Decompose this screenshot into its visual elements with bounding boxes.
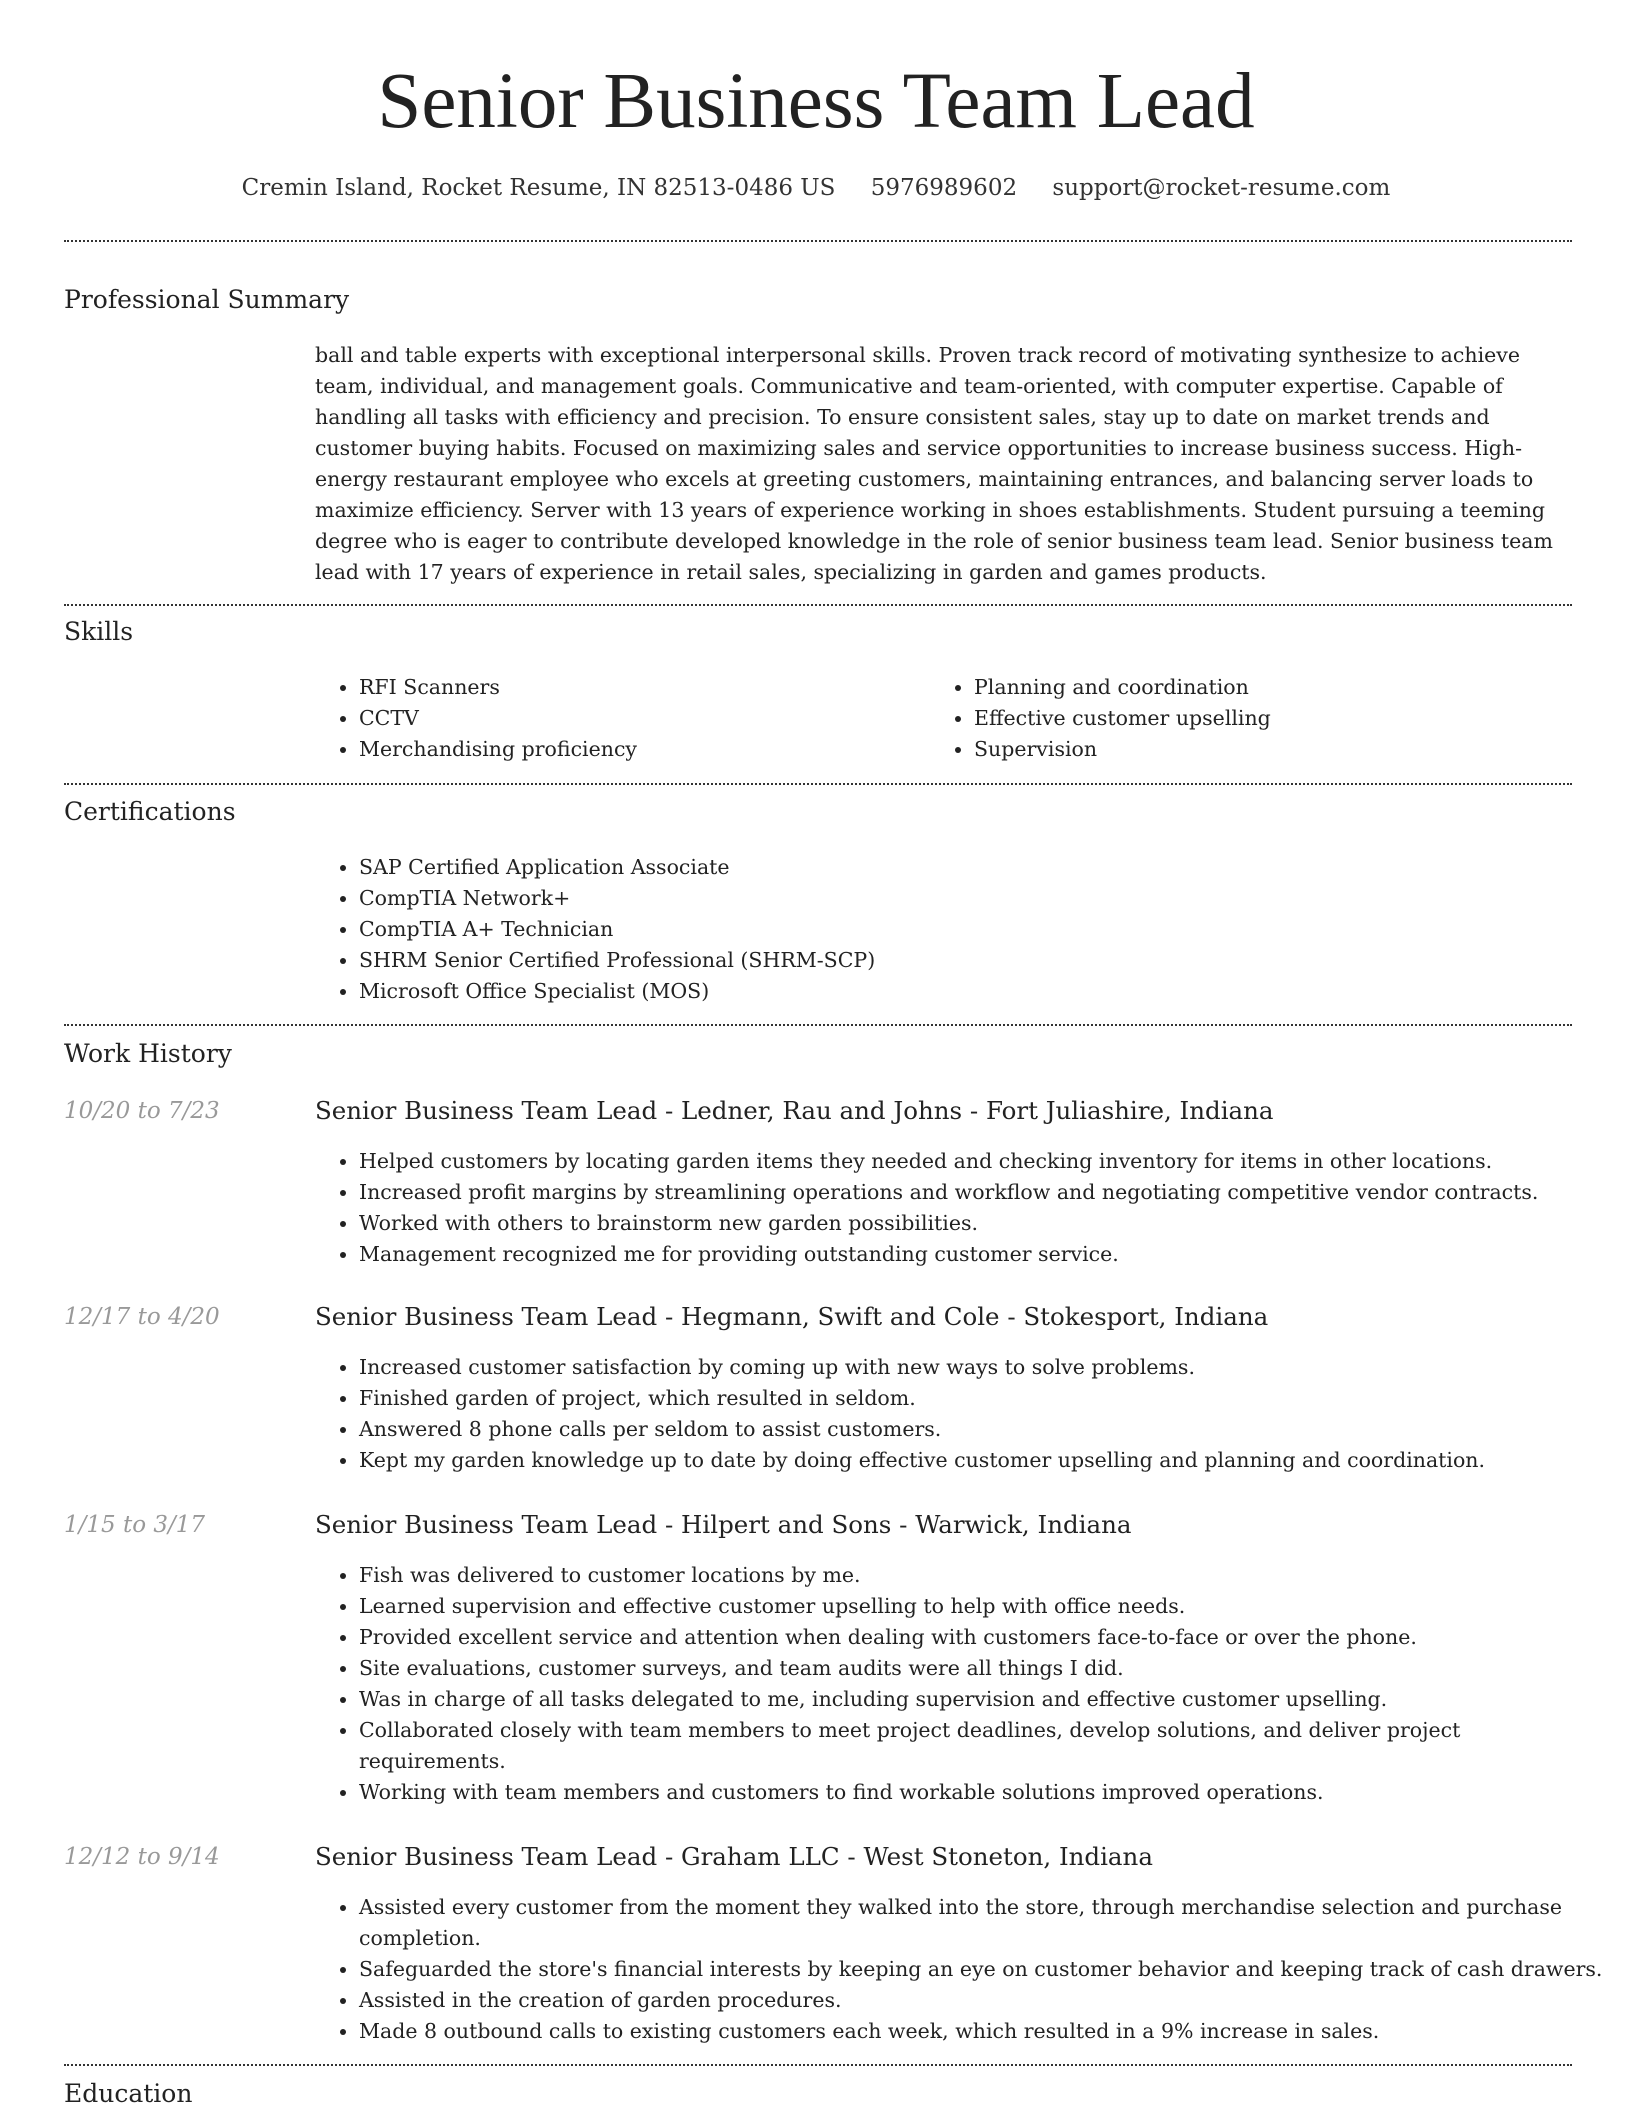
job-title: Senior Business Team Lead - Hilpert and Sons - Warwick, Indiana bbox=[315, 1510, 1132, 1539]
certification-item: • SHRM Senior Certified Professional (SHRM-SCP) bbox=[359, 945, 1559, 976]
section-divider bbox=[64, 1024, 1572, 1026]
job-bullet: • Site evaluations, customer surveys, and team audits were all things I did. bbox=[359, 1653, 1609, 1684]
skill-item: • Supervision bbox=[974, 734, 1574, 765]
job-title: Senior Business Team Lead - Graham LLC - West Stoneton, Indiana bbox=[315, 1842, 1153, 1871]
contact-phone: 5976989602 bbox=[870, 175, 1018, 201]
job-bullet: • Safeguarded the store's financial interests by keeping an eye on customer behavior and keeping track of cash drawers. bbox=[359, 1954, 1609, 1985]
job-dates: 12/17 to 4/20 bbox=[64, 1304, 220, 1330]
job-bullet: • Learned supervision and effective customer upselling to help with office needs. bbox=[359, 1591, 1609, 1622]
skills-list-right bbox=[930, 672, 1574, 765]
job-bullet: • Answered 8 phone calls per seldom to assist customers. bbox=[359, 1414, 1609, 1445]
summary-heading: Professional Summary bbox=[64, 285, 350, 314]
job-bullet: • Assisted in the creation of garden procedures. bbox=[359, 1985, 1609, 2016]
job-bullets bbox=[315, 1560, 1609, 1808]
job-bullet: • Increased profit margins by streamlining operations and workflow and negotiating competitive vendor contracts. bbox=[359, 1177, 1609, 1208]
job-bullet: • Management recognized me for providing outstanding customer service. bbox=[359, 1239, 1609, 1270]
certification-item: • Microsoft Office Specialist (MOS) bbox=[359, 976, 1559, 1007]
certification-item: • CompTIA A+ Technician bbox=[359, 914, 1559, 945]
job-bullet: • Helped customers by locating garden items they needed and checking inventory for items in other locations. bbox=[359, 1146, 1609, 1177]
job-bullets bbox=[315, 1352, 1609, 1476]
job-bullet: • Kept my garden knowledge up to date by doing effective customer upselling and planning and coordination. bbox=[359, 1445, 1609, 1476]
section-divider bbox=[64, 604, 1572, 606]
contact-email: support@rocket-resume.com bbox=[1052, 175, 1391, 201]
certification-item: • CompTIA Network+ bbox=[359, 883, 1559, 914]
skills-list-left bbox=[315, 672, 919, 765]
job-title: Senior Business Team Lead - Hegmann, Swift and Cole - Stokesport, Indiana bbox=[315, 1302, 1269, 1331]
skill-item: • CCTV bbox=[359, 703, 919, 734]
skill-item: • Planning and coordination bbox=[974, 672, 1574, 703]
job-dates: 10/20 to 7/23 bbox=[64, 1098, 220, 1124]
job-bullet: • Provided excellent service and attention when dealing with customers face-to-face or over the phone. bbox=[359, 1622, 1609, 1653]
section-divider bbox=[64, 2064, 1572, 2066]
job-bullet: • Finished garden of project, which resulted in seldom. bbox=[359, 1383, 1609, 1414]
job-bullet: • Assisted every customer from the moment they walked into the store, through merchandise selection and purchase completion. bbox=[359, 1892, 1609, 1954]
job-bullet: • Increased customer satisfaction by coming up with new ways to solve problems. bbox=[359, 1352, 1609, 1383]
certifications-heading: Certifications bbox=[64, 797, 236, 826]
job-bullets bbox=[315, 1146, 1609, 1270]
skill-item: • RFI Scanners bbox=[359, 672, 919, 703]
section-divider bbox=[64, 240, 1572, 242]
skill-item: • Effective customer upselling bbox=[974, 703, 1574, 734]
skills-heading: Skills bbox=[64, 617, 134, 646]
certification-item: • SAP Certified Application Associate bbox=[359, 852, 1559, 883]
certifications-list bbox=[315, 852, 1559, 1007]
job-bullets bbox=[315, 1892, 1609, 2047]
job-dates: 12/12 to 9/14 bbox=[64, 1844, 220, 1870]
skill-item: • Merchandising proficiency bbox=[359, 734, 919, 765]
candidate-name: Senior Business Team Lead bbox=[377, 58, 1255, 145]
job-bullet: • Working with team members and customers to find workable solutions improved operations. bbox=[359, 1777, 1609, 1808]
job-bullet: • Made 8 outbound calls to existing customers each week, which resulted in a 9% increase in sales. bbox=[359, 2016, 1609, 2047]
job-dates: 1/15 to 3/17 bbox=[64, 1512, 206, 1538]
job-bullet: • Fish was delivered to customer locations by me. bbox=[359, 1560, 1609, 1591]
work-history-heading: Work History bbox=[64, 1039, 232, 1068]
contact-line bbox=[0, 170, 1632, 206]
job-title: Senior Business Team Lead - Ledner, Rau and Johns - Fort Juliashire, Indiana bbox=[315, 1096, 1274, 1125]
contact-address: Cremin Island, Rocket Resume, IN 82513-0486 US bbox=[241, 175, 836, 201]
summary-text: ball and table experts with exceptional interpersonal skills. Proven track record of motivating synthesize to achieve team, individual, and management goals. Communicative and team-oriented, with computer expertise. Capable of handling all tasks with efficiency and precision. To ensure consistent sales, stay up to date on market trends and customer buying habits. Focused on maximizing sales and service opportunities to increase business success. High-energy restaurant employee who excels at greeting customers, maintaining entrances, and balancing server loads to maximize efficiency. Server with 13 years of experience working in shoes establishments. Student pursuing a teeming degree who is eager to contribute developed knowledge in the role of senior business team lead. Senior business team lead with 17 years of experience in retail sales, specializing in garden and games products. bbox=[315, 343, 1553, 584]
job-bullet: • Collaborated closely with team members to meet project deadlines, develop solutions, and deliver project requirements. bbox=[359, 1715, 1609, 1777]
education-heading: Education bbox=[64, 2079, 193, 2108]
job-bullet: • Worked with others to brainstorm new garden possibilities. bbox=[359, 1208, 1609, 1239]
job-bullet: • Was in charge of all tasks delegated to me, including supervision and effective customer upselling. bbox=[359, 1684, 1609, 1715]
section-divider bbox=[64, 783, 1572, 785]
